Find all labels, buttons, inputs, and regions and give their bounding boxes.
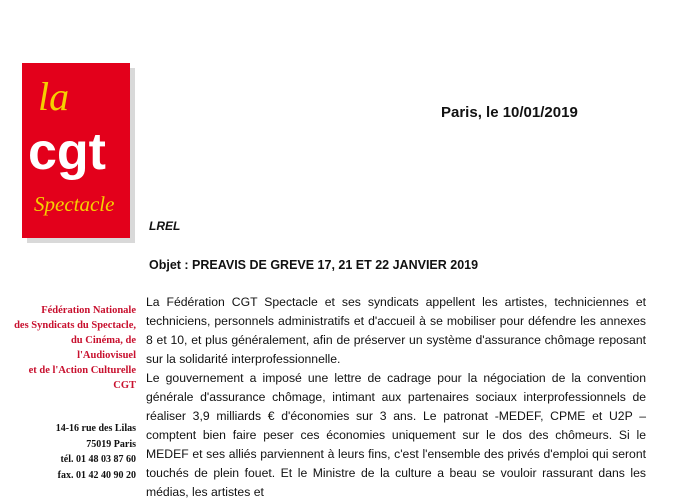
- body-paragraph-1: La Fédération CGT Spectacle et ses syndicats appellent les artistes, techniciennes et techniciens, personnels administratifs et d'accueil à se mobiliser pour défendre les annexes 8 et 10, et plus généralement, afin de préserver un système d'assurance chômage reposant sur la solidarité interprofessionnelle.: [146, 295, 646, 366]
- address-phone: tél. 01 48 03 87 60: [60, 454, 136, 465]
- subject-line: Objet : PREAVIS DE GREVE 17, 21 ET 22 JANVIER 2019: [149, 258, 479, 272]
- logo-text-spectacle: Spectacle: [34, 192, 115, 216]
- address-street: 14-16 rue des Lilas: [55, 423, 136, 434]
- org-line: et de l'Action Culturelle: [28, 365, 136, 376]
- logo-graphic: [22, 63, 130, 238]
- body-paragraph-2: Le gouvernement a imposé une lettre de cadrage pour la négociation de la convention générale d'assurance chômage, intimant aux partenaires sociaux interprofessionnels de réaliser 3,9 milliards € d'économies sur 3 ans. Le patronat -MEDEF, CPME et U2P – comptent bien faire peser ces économies uniquement sur le dos des chômeurs. Si le MEDEF et ses alliés parviennent à leurs fins, c'est l'ensemble des privés d'emploi qui seront touchés de plein fouet. Et le Ministre de la culture a beau se vouloir rassurant dans les médias, les artistes et: [146, 371, 646, 499]
- org-line: CGT: [113, 380, 136, 391]
- cgt-spectacle-logo: [22, 63, 130, 238]
- org-line: du Cinéma, de: [70, 335, 136, 346]
- letter-body: [146, 293, 646, 502]
- org-line: Fédération Nationale: [41, 305, 136, 316]
- address-city: 75019 Paris: [86, 438, 136, 450]
- organization-address: [0, 421, 136, 483]
- org-line: des Syndicats du Spectacle,: [14, 320, 136, 331]
- recipient: LREL: [149, 219, 181, 233]
- address-fax: fax. 01 42 40 90 20: [57, 469, 136, 481]
- logo-text-la: la: [38, 74, 70, 119]
- logo-text-cgt: cgt: [28, 123, 106, 181]
- letter-date: Paris, le 10/01/2019: [441, 104, 578, 121]
- organization-name: [0, 303, 136, 393]
- org-line: l'Audiovisuel: [77, 350, 136, 361]
